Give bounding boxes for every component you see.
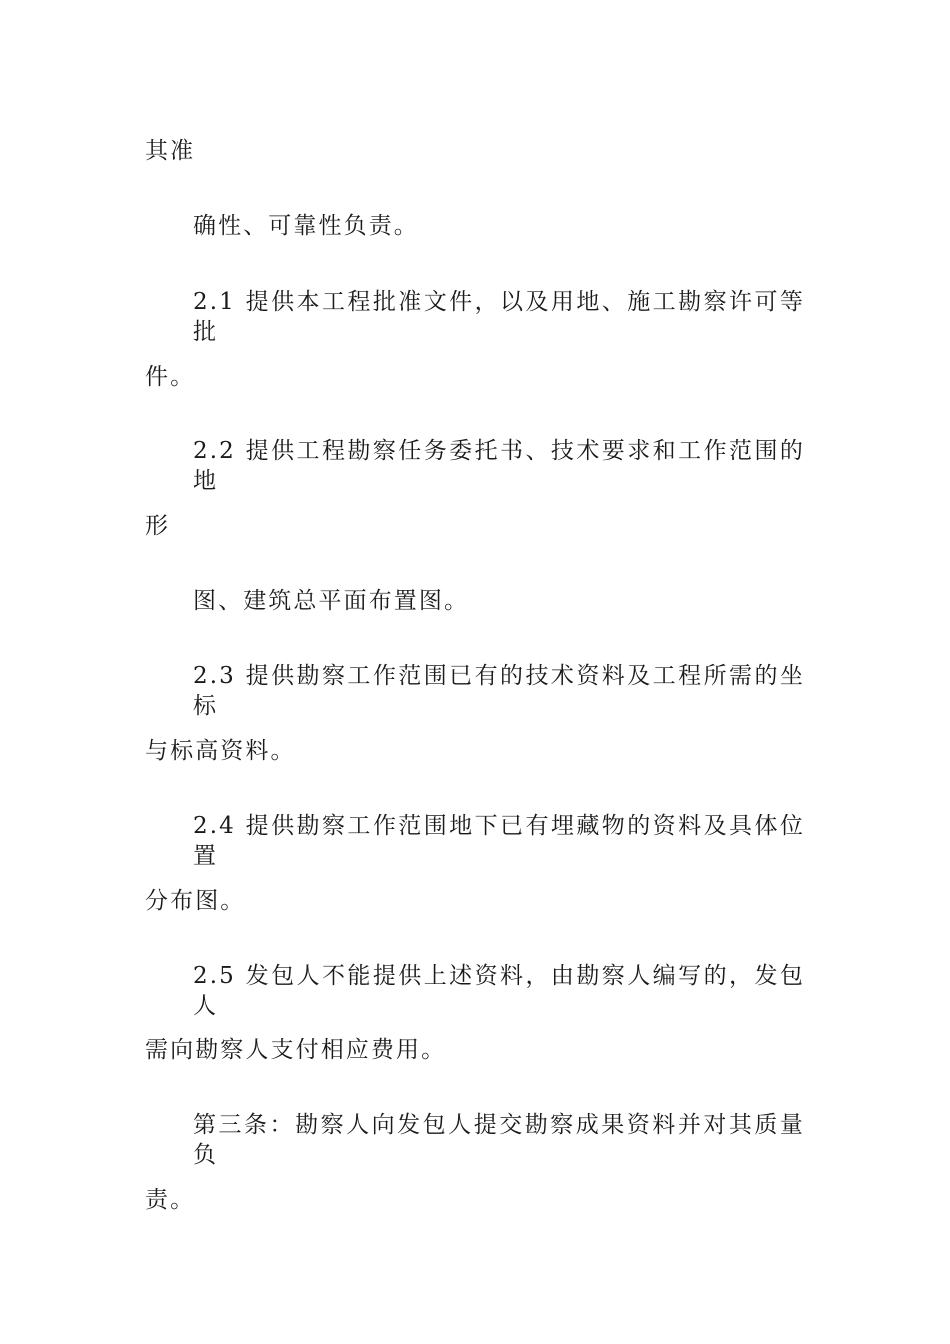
- clause-2-4-line: 2.4 提供勘察工作范围地下已有埋藏物的资料及具体位置: [193, 813, 805, 869]
- text-line: 分布图。: [145, 888, 246, 914]
- text-line: 图、建筑总平面布置图。: [193, 588, 470, 614]
- clause-2-5-line: 2.5 发包人不能提供上述资料，由勘察人编写的，发包人: [193, 963, 805, 1019]
- text-line: 形: [145, 513, 171, 539]
- clause-2-3-line: 2.3 提供勘察工作范围已有的技术资料及工程所需的坐标: [193, 663, 805, 719]
- text-line: 件。: [145, 364, 196, 390]
- clause-2-2-line: 2.2 提供工程勘察任务委托书、技术要求和工作范围的地: [193, 438, 805, 494]
- text-line: 责。: [145, 1187, 196, 1213]
- text-line: 确性、可靠性负责。: [193, 213, 419, 239]
- clause-2-1-line: 2.1 提供本工程批准文件，以及用地、施工勘察许可等批: [193, 289, 805, 345]
- text-line: 与标高资料。: [145, 738, 296, 764]
- text-line: 需向勘察人支付相应费用。: [145, 1037, 447, 1063]
- article-3-line: 第三条：勘察人向发包人提交勘察成果资料并对其质量负: [193, 1112, 805, 1168]
- text-line: 其准: [145, 138, 196, 164]
